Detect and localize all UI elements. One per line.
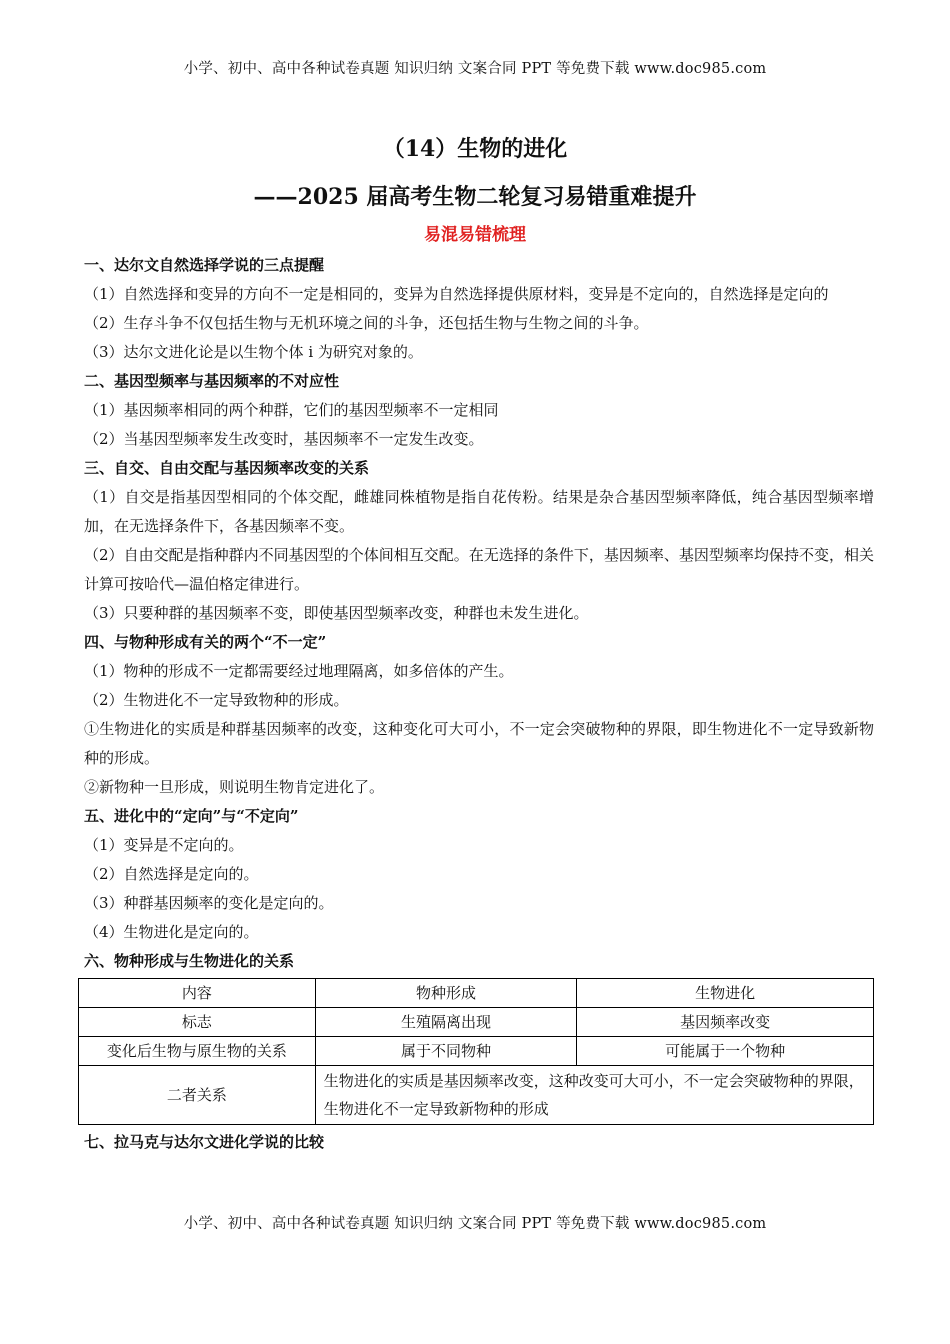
paragraph: ①生物进化的实质是种群基因频率的改变，这种变化可大可小，不一定会突破物种的界限，即生物进化不一定导致新物种的形成。 [84, 720, 874, 767]
section-2 [84, 367, 874, 454]
table-header-row [79, 979, 874, 1008]
paragraph: ②新物种一旦形成，则说明生物肯定进化了。 [84, 778, 385, 796]
paragraph: （3）达尔文进化论是以生物个体 i 为研究对象的。 [84, 343, 423, 361]
table-header-cell: 物种形成 [315, 979, 577, 1008]
paragraph: （2）自然选择是定向的。 [84, 865, 259, 883]
table-header-cell: 内容 [79, 979, 316, 1008]
page-footer: 小学、初中、高中各种试卷真题 知识归纳 文案合同 PPT 等免费下载 www.doc985.com [183, 1216, 767, 1232]
table-cell: 可能属于一个物种 [577, 1037, 874, 1066]
section-heading: 五、进化中的“定向”与“不定向” [84, 807, 299, 825]
section-heading: 四、与物种形成有关的两个“不一定” [84, 633, 327, 651]
table-row [79, 1066, 874, 1125]
table-row [79, 1037, 874, 1066]
paragraph: （1）物种的形成不一定都需要经过地理隔离，如多倍体的产生。 [84, 662, 514, 680]
paragraph: （2）生存斗争不仅包括生物与无机环境之间的斗争，还包括生物与生物之间的斗争。 [84, 314, 649, 332]
paragraph: （1）自交是指基因型相同的个体交配，雌雄同株植物是指自花传粉。结果是杂合基因型频率降低，纯合基因型频率增加，在无选择条件下，各基因频率不变。 [84, 488, 874, 535]
table-cell: 二者关系 [79, 1066, 316, 1125]
paragraph: （3）只要种群的基因频率不变，即使基因型频率改变，种群也未发生进化。 [84, 604, 589, 622]
section-label: 易混易错梳理 [424, 225, 526, 245]
document-body [84, 251, 874, 1157]
table-cell-merged: 生物进化的实质是基因频率改变，这种改变可大可小，不一定会突破物种的界限，生物进化不一定导致新物种的形成 [315, 1066, 873, 1125]
section-1 [84, 251, 874, 367]
table-row [79, 1008, 874, 1037]
paragraph: （2）当基因型频率发生改变时，基因频率不一定发生改变。 [84, 430, 484, 448]
section-4 [84, 628, 874, 802]
comparison-table [78, 978, 874, 1125]
paragraph: （3）种群基因频率的变化是定向的。 [84, 894, 334, 912]
section-heading: 三、自交、自由交配与基因频率改变的关系 [84, 459, 370, 477]
section-heading: 六、物种形成与生物进化的关系 [84, 952, 295, 970]
table-cell: 标志 [79, 1008, 316, 1037]
section-6 [84, 947, 874, 1125]
paragraph: （2）生物进化不一定导致物种的形成。 [84, 691, 349, 709]
section-heading: 七、拉马克与达尔文进化学说的比较 [84, 1133, 325, 1151]
paragraph: （1）基因频率相同的两个种群，它们的基因型频率不一定相同 [84, 401, 499, 419]
paragraph: （2）自由交配是指种群内不同基因型的个体间相互交配。在无选择的条件下，基因频率、基因型频率均保持不变，相关计算可按哈代—温伯格定律进行。 [84, 546, 874, 593]
section-heading: 一、达尔文自然选择学说的三点提醒 [84, 256, 325, 274]
page-header: 小学、初中、高中各种试卷真题 知识归纳 文案合同 PPT 等免费下载 www.doc985.com [183, 61, 767, 77]
document-title: （14）生物的进化 [382, 136, 568, 162]
table-cell: 基因频率改变 [577, 1008, 874, 1037]
table-cell: 属于不同物种 [315, 1037, 577, 1066]
table-cell: 变化后生物与原生物的关系 [79, 1037, 316, 1066]
section-5 [84, 802, 874, 947]
paragraph: （4）生物进化是定向的。 [84, 923, 259, 941]
document-subtitle: ——2025 届高考生物二轮复习易错重难提升 [253, 184, 697, 210]
paragraph: （1）自然选择和变异的方向不一定是相同的，变异为自然选择提供原材料，变异是不定向的，自然选择是定向的 [84, 285, 829, 303]
table-cell: 生殖隔离出现 [315, 1008, 577, 1037]
paragraph: （1）变异是不定向的。 [84, 836, 244, 854]
section-heading: 二、基因型频率与基因频率的不对应性 [84, 372, 340, 390]
section-3 [84, 454, 874, 628]
table-header-cell: 生物进化 [577, 979, 874, 1008]
